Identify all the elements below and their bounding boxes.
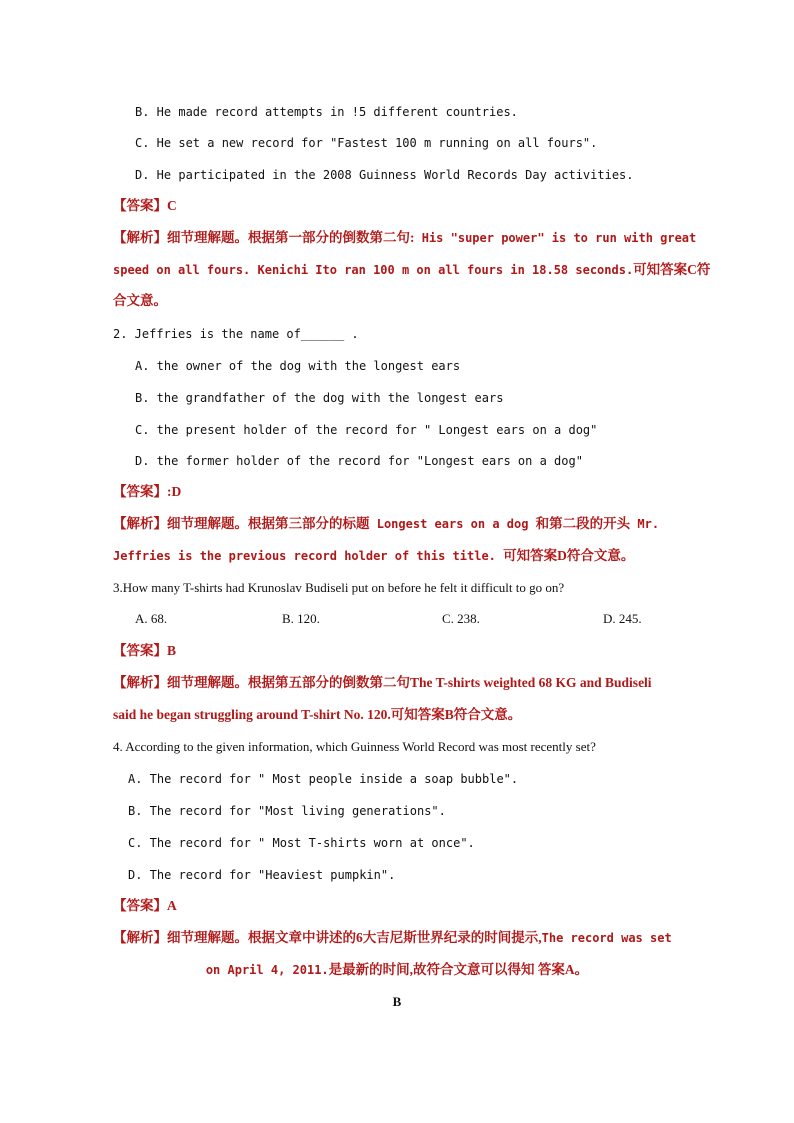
answer-value: :D [167,484,182,499]
q1-analysis-line-3: 合文意。 [113,293,167,308]
analysis-quote: speed on all fours. Kenichi Ito ran 100 m on all fours in 18.58 seconds. [113,263,634,277]
q4-option-b: B. The record for "Most living generations". [128,804,446,818]
answer-value: A [167,898,177,913]
analysis-quote: His "super power" is to run with great [414,231,697,245]
analysis-quote: The T-shirts weighted 68 KG and Budiseli [410,675,652,690]
analysis-tail: 可知答案B符合文意。 [390,707,522,722]
q2-option-d: D. the former holder of the record for "Longest ears on a dog" [135,454,583,468]
q3-option-a: A. 68. [135,611,168,626]
q2-analysis-line-1 [113,516,659,532]
analysis-lead: 细节理解题。根据第一部分的倒数第二句: [167,230,415,245]
q2-option-b: B. the grandfather of the dog with the longest ears [135,391,504,405]
analysis-quote: Jeffries is the previous record holder of this title. [113,549,504,563]
analysis-quote: The record was set [541,931,672,945]
q1-analysis-line-1 [113,230,696,246]
answer-label: 【答案】 [113,643,167,658]
analysis-quote: Longest ears on a dog [369,517,536,531]
q3-option-d: D. 245. [603,611,642,626]
q1-option-d: D. He participated in the 2008 Guinness World Records Day activities. [135,168,634,182]
analysis-lead: 细节理解题。根据第五部分的倒数第二句 [167,675,410,690]
q2-analysis-line-2 [113,548,634,564]
answer-value: C [167,198,177,213]
q4-answer [113,898,177,914]
q1-option-c: C. He set a new record for "Fastest 100 m running on all fours". [135,136,598,150]
q3-answer [113,643,176,659]
analysis-tail: 可知答案C符 [633,262,711,277]
q2-answer [113,484,181,500]
q1-analysis-line-2 [113,262,710,278]
analysis-lead: 细节理解题。根据第三部分的标题 [167,516,370,531]
analysis-lead: 细节理解题。根据文章中讲述的6大吉尼斯世界纪录的时间提示, [167,930,542,945]
q4-analysis-line-1 [113,930,672,946]
analysis-tail: 可知答案D符合文意。 [503,548,635,563]
analysis-quote: said he began struggling around T-shirt No. 120. [113,707,391,722]
analysis-label: 【解析】 [113,930,167,945]
q3-option-b: B. 120. [282,611,320,626]
section-marker: B [392,994,402,1009]
analysis-quote: on April 4, 2011. [205,963,329,977]
answer-label: 【答案】 [113,484,167,499]
answer-label: 【答案】 [113,898,167,913]
q3-stem: 3.How many T-shirts had Krunoslav Budiseli put on before he felt it difficult to go on? [113,580,565,595]
analysis-label: 【解析】 [113,230,167,245]
q4-stem: 4. According to the given information, which Guinness World Record was most recently set? [113,739,596,754]
analysis-mid: 和第二段的开头 [535,516,631,531]
analysis-quote: Mr. [630,517,660,531]
q4-option-c: C. The record for " Most T-shirts worn at once". [128,836,475,850]
q1-answer [113,198,177,214]
answer-label: 【答案】 [113,198,167,213]
q4-option-d: D. The record for "Heaviest pumpkin". [128,868,396,882]
q4-analysis-line-2 [0,962,794,978]
q3-analysis-line-1 [113,675,652,691]
analysis-label: 【解析】 [113,675,167,690]
analysis-label: 【解析】 [113,516,167,531]
q3-analysis-line-2 [113,707,521,723]
q3-option-c: C. 238. [442,611,480,626]
q4-option-a: A. The record for " Most people inside a soap bubble". [128,772,519,786]
analysis-tail: 是最新的时间,故符合文意可以得知 答案A。 [328,962,589,977]
q2-option-c: C. the present holder of the record for " Longest ears on a dog" [135,423,598,437]
q2-stem: 2. Jeffries is the name of______ . [113,327,359,341]
q2-option-a: A. the owner of the dog with the longest ears [135,359,461,373]
q1-option-b: B. He made record attempts in !5 different countries. [135,105,518,119]
answer-value: B [167,643,177,658]
